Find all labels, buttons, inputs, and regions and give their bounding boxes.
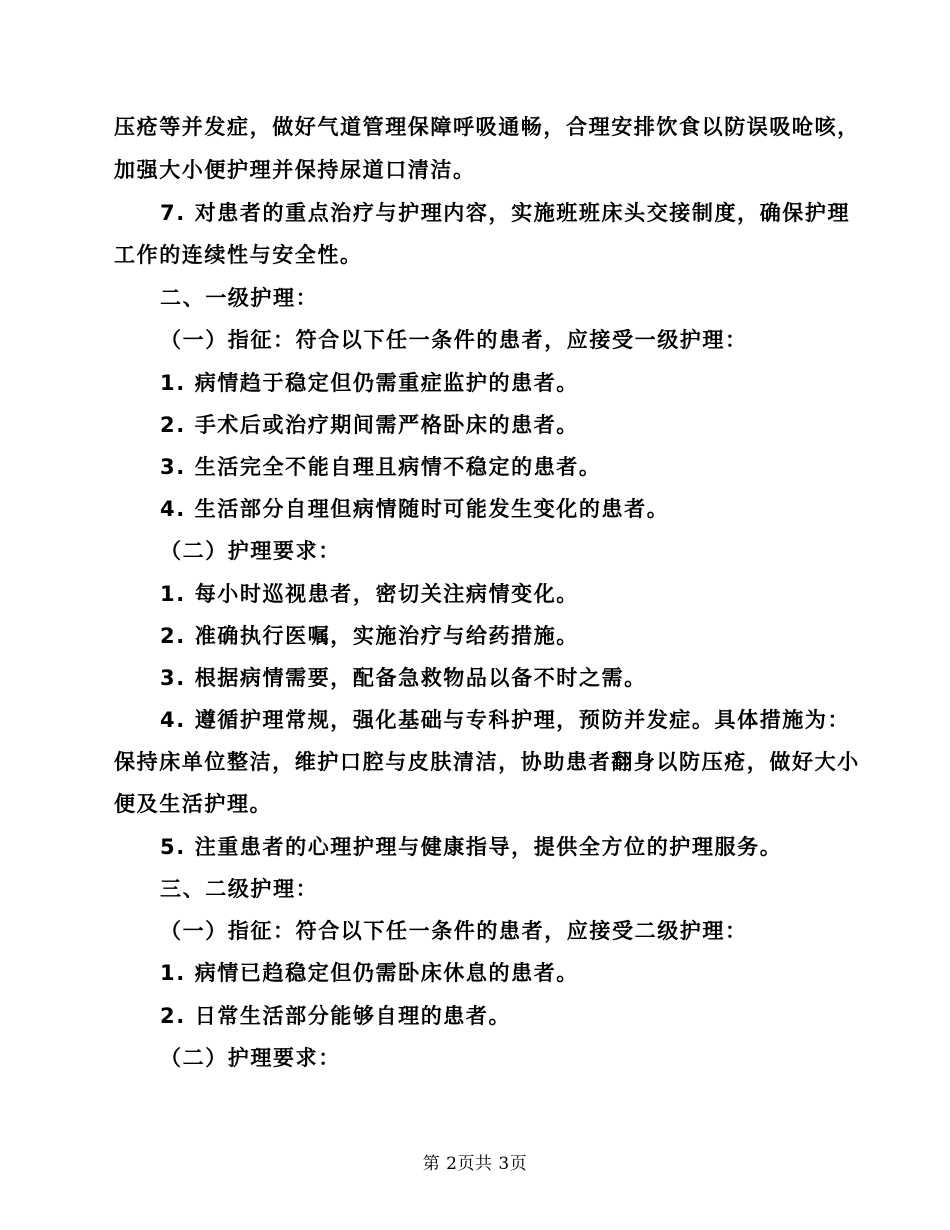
page-footer: 第 2页共 3页 <box>422 1154 528 1174</box>
section-heading: 二、一级护理： <box>160 286 319 310</box>
list-item: 2. 手术后或治疗期间需严格卧床的患者。 <box>160 413 579 437</box>
list-item: 2. 日常生活部分能够自理的患者。 <box>160 1004 512 1028</box>
list-item: 5. 注重患者的心理护理与健康指导，提供全方位的护理服务。 <box>160 835 783 859</box>
subsection-heading: （二）护理要求： <box>160 1046 341 1070</box>
text-line: 压疮等并发症，做好气道管理保障呼吸通畅，合理安排饮食以防误吸呛咳， <box>114 115 860 139</box>
text-line: 加强大小便护理并保持尿道口清洁。 <box>114 158 476 182</box>
text-line: 保持床单位整洁，维护口腔与皮肤清洁，协助患者翻身以防压疮，做好大小 <box>114 750 860 774</box>
subsection-heading: （一）指征：符合以下任一条件的患者，应接受一级护理： <box>160 328 748 352</box>
list-item: 4. 遵循护理常规，强化基础与专科护理，预防并发症。具体措施为： <box>160 708 851 732</box>
subsection-heading: （二）护理要求： <box>160 539 341 563</box>
list-item: 1. 病情趋于稳定但仍需重症监护的患者。 <box>160 371 579 395</box>
list-item: 3. 生活完全不能自理且病情不稳定的患者。 <box>160 455 602 479</box>
section-heading: 三、二级护理： <box>160 877 319 901</box>
list-item: 1. 病情已趋稳定但仍需卧床休息的患者。 <box>160 961 579 985</box>
text-line: 工作的连续性与安全性。 <box>114 243 363 267</box>
subsection-heading: （一）指征：符合以下任一条件的患者，应接受二级护理： <box>160 919 748 943</box>
list-item: 3. 根据病情需要，配备急救物品以备不时之需。 <box>160 666 647 690</box>
list-item: 4. 生活部分自理但病情随时可能发生变化的患者。 <box>160 497 670 521</box>
text-line: 便及生活护理。 <box>114 792 273 816</box>
list-item: 2. 准确执行医嘱，实施治疗与给药措施。 <box>160 624 579 648</box>
list-item: 1. 每小时巡视患者，密切关注病情变化。 <box>160 582 579 606</box>
text-line: 7. 对患者的重点治疗与护理内容，实施班班床头交接制度，确保护理 <box>160 201 851 225</box>
